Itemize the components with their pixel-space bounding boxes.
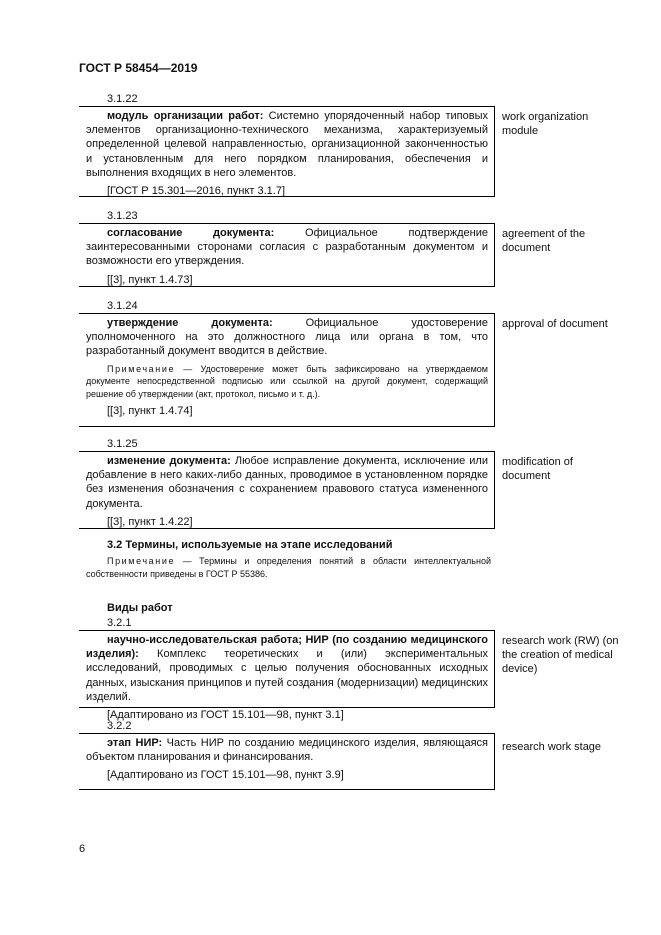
term-name: изменение документа: — [107, 455, 231, 467]
term-number: 3.1.24 — [107, 300, 138, 312]
term-box — [79, 313, 495, 427]
section-note: Примечание — Термины и определения понятий в области интеллектуальной собственности приведены в ГОСТ Р 55386. — [86, 556, 491, 579]
term-number: 3.2.1 — [107, 617, 132, 629]
term-name: этап НИР: — [107, 737, 163, 749]
term-definition: научно-исследовательская работа; НИР (по созданию медицинского изделия): Комплекс теоретических и (или) экспериментальных исследований, проводимых с целью получения обоснованных исходных данных, изыскания принципов и путей создания (модернизации) медицинских изделий. — [86, 634, 488, 703]
term-box — [79, 451, 495, 529]
term-number: 3.1.23 — [107, 210, 138, 222]
term-box — [79, 106, 495, 197]
term-name: согласование документа: — [107, 227, 275, 239]
term-number: 3.1.22 — [107, 93, 138, 105]
document-header: ГОСТ Р 58454—2019 — [79, 61, 198, 75]
term-reference: [Адаптировано из ГОСТ 15.101—98, пункт 3.1] — [107, 709, 344, 722]
term-reference: [Адаптировано из ГОСТ 15.101—98, пункт 3.9] — [107, 769, 344, 782]
term-name: утверждение документа: — [107, 317, 273, 329]
note-label: Примечание — [107, 363, 176, 374]
term-box — [79, 630, 495, 722]
term-reference: [[3], пункт 1.4.22] — [107, 515, 193, 528]
term-number: 3.2.2 — [107, 720, 132, 732]
term-definition: согласование документа: Официальное подтверждение заинтересованными сторонами согласия с разработанным документом и возможности его утверждения. — [86, 227, 488, 268]
term-note: Примечание — Удостоверение может быть зафиксировано на утверждаемом документе непосредственной подписью или ссылкой на другой документ, содержащий решение об утверждении (акт, протокол, письмо и т. д.). — [86, 363, 488, 399]
english-equivalent: work organization module — [502, 111, 589, 138]
term-box — [79, 223, 495, 287]
page-number: 6 — [79, 843, 86, 855]
term-definition: модуль организации работ: Системно упорядоченный набор типовых элементов организационно-технического механизма, характеризуемый определенной целевой направленностью, организационной законченностью и установленным для него порядком планирования, обеспечения и выполнения входящих в него элементов. — [86, 110, 488, 179]
term-name: модуль организации работ: — [107, 110, 264, 122]
term-box — [79, 733, 495, 790]
term-number: 3.1.25 — [107, 438, 138, 450]
english-equivalent: approval of document — [502, 318, 608, 330]
term-definition: этап НИР: Часть НИР по созданию медицинского изделия, являющаяся объектом планирования и финансирования. — [86, 737, 488, 764]
english-equivalent: research work (RW) (on the creation of medical device) — [502, 635, 619, 676]
term-reference: [[3], пункт 1.4.73] — [107, 273, 193, 286]
english-equivalent: modification of document — [502, 456, 573, 483]
subsection-heading: Виды работ — [107, 602, 173, 614]
term-definition: утверждение документа: Официальное удостоверение уполномоченного на это должностного лица или органа в том, что разработанный документ вводится в действие. — [86, 317, 488, 358]
term-name: научно-исследовательская работа; НИР (по созданию медицинского изделия): — [86, 634, 488, 661]
english-equivalent: research work stage — [502, 741, 602, 753]
note-label: Примечание — [107, 556, 176, 566]
section-heading: 3.2 Термины, используемые на этапе исследований — [107, 539, 393, 551]
english-equivalent: agreement of the document — [502, 228, 586, 255]
term-reference: [ГОСТ Р 15.301—2016, пункт 3.1.7] — [107, 185, 286, 198]
term-reference: [[3], пункт 1.4.74] — [107, 405, 193, 418]
term-definition: изменение документа: Любое исправление документа, исключение или добавление в него каких-либо данных, проводимое в установленном порядке без изменения обозначения с сохранением правового статуса измененного документа. — [86, 455, 488, 510]
